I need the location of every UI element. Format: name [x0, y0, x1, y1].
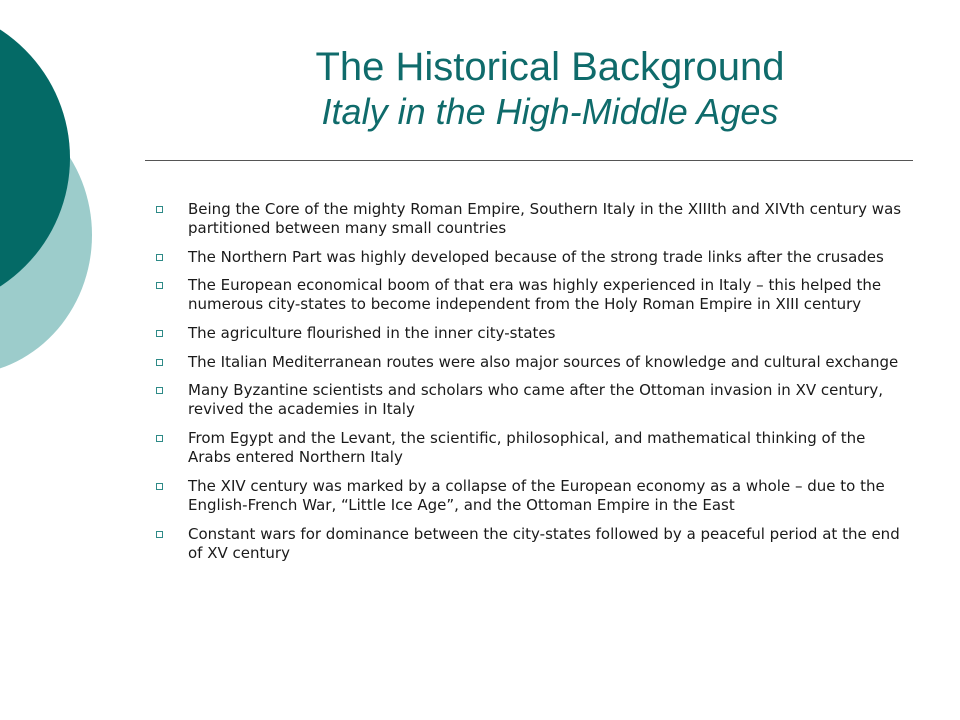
bullet-item: [150, 525, 902, 563]
hollow-square-bullet-icon: [156, 254, 163, 261]
bullet-item: [150, 477, 902, 515]
bullet-item: [150, 353, 902, 372]
bullet-item: [150, 381, 902, 419]
bullet-text: Many Byzantine scientists and scholars who came after the Ottoman invasion in XV century, revived the academies in Italy: [188, 381, 884, 419]
hollow-square-bullet-icon: [156, 435, 163, 442]
hollow-square-bullet-icon: [156, 282, 163, 289]
bullet-item: [150, 248, 902, 267]
hollow-square-bullet-icon: [156, 483, 163, 490]
slide-title-block: [200, 44, 900, 134]
hollow-square-bullet-icon: [156, 359, 163, 366]
bullet-text: Constant wars for dominance between the city-states followed by a peaceful period at the end of XV century: [188, 524, 900, 562]
bullet-item: [150, 324, 902, 343]
slide-subtitle: Italy in the High-Middle Ages: [321, 91, 779, 133]
bullet-text: From Egypt and the Levant, the scientific, philosophical, and mathematical thinking of the Arabs entered Northern Italy: [188, 429, 866, 467]
bullet-text: Being the Core of the mighty Roman Empire, Southern Italy in the XIIIth and XIVth century was partitioned between many small countries: [188, 200, 902, 237]
title-divider: [145, 160, 913, 161]
bullet-text: The agriculture flourished in the inner city-states: [188, 324, 556, 343]
bullet-item: [150, 276, 902, 314]
bullet-text: The European economical boom of that era was highly experienced in Italy – this helped the numerous city-states to become independent from the Holy Roman Empire in XIII century: [188, 276, 882, 314]
bullet-list: [150, 200, 902, 572]
bullet-text: The XIV century was marked by a collapse of the European economy as a whole – due to the English-French War, “Little Ice Age”, and the Ottoman Empire in the East: [188, 476, 885, 514]
slide-title: The Historical Background: [315, 45, 785, 89]
hollow-square-bullet-icon: [156, 387, 163, 394]
hollow-square-bullet-icon: [156, 206, 163, 213]
bullet-text: The Italian Mediterranean routes were also major sources of knowledge and cultural exchange: [188, 352, 899, 371]
bullet-item: [150, 429, 902, 467]
bullet-item: [150, 200, 902, 238]
hollow-square-bullet-icon: [156, 531, 163, 538]
hollow-square-bullet-icon: [156, 330, 163, 337]
bullet-text: The Northern Part was highly developed because of the strong trade links after the crusades: [188, 247, 884, 266]
